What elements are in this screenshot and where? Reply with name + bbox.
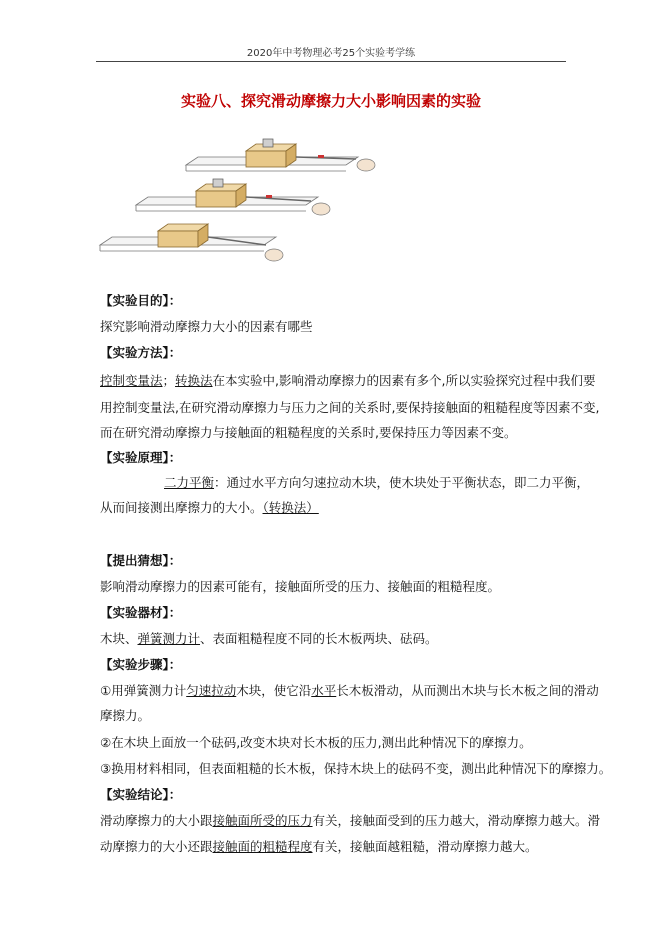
- step-1-line-2: 摩擦力。: [100, 708, 151, 723]
- conclusion-part-c: 有关，接触面受到的压力越大，滑动摩擦力越大。滑: [312, 813, 601, 828]
- step-1-horizontal: 水平: [311, 683, 337, 698]
- conclusion-roughness: 接触面的粗糙程度: [212, 839, 313, 854]
- principle-line-1: [164, 474, 589, 492]
- conclusion-line-2: [100, 838, 538, 856]
- step-1-line-1: [100, 682, 599, 700]
- step-1-uniform-pull: 匀速拉动: [186, 683, 237, 698]
- conclusion-part-d: 动摩擦力的大小还跟: [100, 839, 213, 854]
- principle-heading: 【实验原理】：: [100, 450, 182, 465]
- hypothesis-heading: 【提出猜想】：: [100, 553, 182, 568]
- conclusion-pressure: 接触面所受的压力: [212, 813, 313, 828]
- purpose-text: 探究影响滑动摩擦力大小的因素有哪些: [100, 319, 313, 334]
- principle-term: 二力平衡: [164, 475, 215, 490]
- conclusion-part-f: 有关，接触面越粗糙，滑动摩擦力越大。: [312, 839, 538, 854]
- conclusion-part-a: 滑动摩擦力的大小跟: [100, 813, 213, 828]
- conclusion-heading: 【实验结论】：: [100, 787, 182, 802]
- equipment-part-a: 木块、: [100, 631, 138, 646]
- page-header: 2020年中考物理必考25个实验考学练: [246, 48, 416, 59]
- method-line-1: [100, 372, 596, 390]
- step-2: ②在木块上面放一个砝码,改变木块对长木板的压力,测出此种情况下的摩擦力。: [100, 735, 532, 750]
- purpose-heading: 【实验目的】：: [100, 293, 182, 308]
- method-line-3: 而在研究滑动摩擦力与接触面的粗糙程度的关系时,要保持压力等因素不变。: [100, 425, 517, 440]
- header-rule: [96, 61, 566, 62]
- method-separator: ；: [162, 373, 176, 388]
- step-1-part-c: 木块，使它沿: [236, 683, 312, 698]
- step-1-part-e: 长木板滑动，从而测出木块与长木板之间的滑动: [336, 683, 599, 698]
- method-line-1-rest: 在本实验中,影响滑动摩擦力的因素有多个,所以实验探究过程中我们要: [212, 373, 596, 388]
- step-3: ③换用材料相同，但表面粗糙的长木板，保持木块上的砝码不变，测出此种情况下的摩擦力。: [100, 761, 612, 776]
- friction-experiment-illustration: [96, 135, 396, 285]
- method-line-2: 用控制变量法,在研究滑动摩擦力与压力之间的关系时,要保持接触面的粗糙程度等因素不变,: [100, 400, 600, 415]
- hypothesis-text: 影响滑动摩擦力的因素可能有，接触面所受的压力、接触面的粗糙程度。: [100, 579, 501, 594]
- principle-note: （转换法）: [262, 500, 319, 515]
- principle-line-2-text: 从而间接测出摩擦力的大小。: [100, 500, 263, 515]
- method-heading: 【实验方法】：: [100, 345, 182, 360]
- equipment-heading: 【实验器材】：: [100, 605, 182, 620]
- page-title: 实验八、探究滑动摩擦力大小影响因素的实验: [180, 92, 481, 110]
- equipment-part-c: 、表面粗糙程度不同的长木板两块、砝码。: [200, 631, 438, 646]
- conclusion-line-1: [100, 812, 600, 830]
- equipment-text: [100, 630, 438, 648]
- principle-line-1-rest: ：通过水平方向匀速拉动木块，使木块处于平衡状态，即二力平衡，: [214, 475, 590, 490]
- method-term-control-variable: 控制变量法: [100, 373, 163, 388]
- steps-heading: 【实验步骤】：: [100, 657, 182, 672]
- method-term-conversion: 转换法: [175, 373, 213, 388]
- principle-line-2: [100, 499, 319, 517]
- equipment-spring-scale: 弹簧测力计: [137, 631, 201, 646]
- step-1-part-a: ①用弹簧测力计: [100, 683, 187, 698]
